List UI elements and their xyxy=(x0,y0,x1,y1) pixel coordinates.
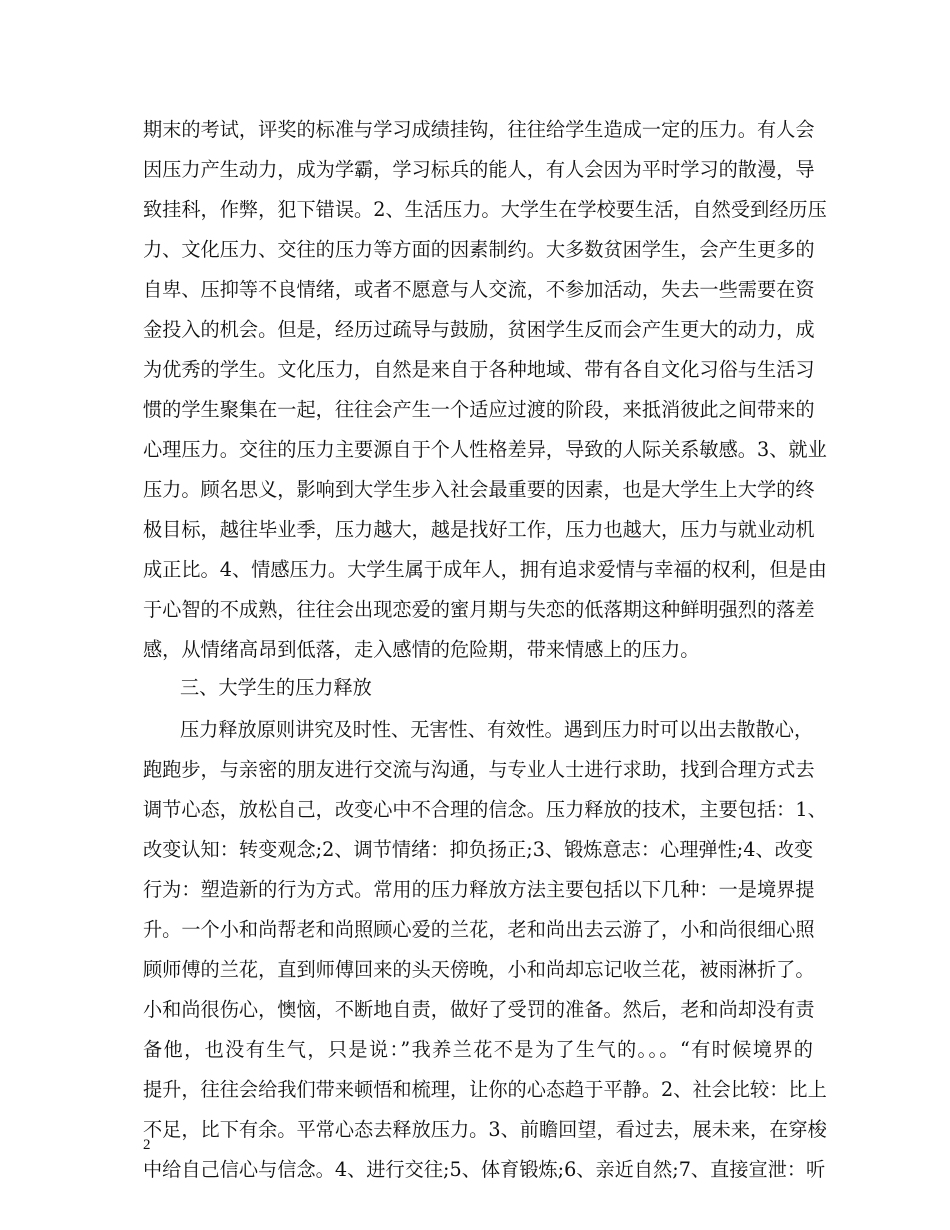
text-line: 极目标，越往毕业季，压力越大，越是找好工作，压力也越大，压力与就业动机 xyxy=(143,518,815,541)
section-heading: 三、大学生的压力释放 xyxy=(180,676,372,699)
text-line: 感，从情绪高昂到低落，走入感情的危险期，带来情感上的压力。 xyxy=(143,638,700,661)
text-line: 期末的考试，评奖的标准与学习成绩挂钩，往往给学生造成一定的压力。有人会 xyxy=(143,118,815,141)
text-line: 顾师傅的兰花，直到师傅回来的头天傍晚，小和尚却忘记收兰花，被雨淋折了。 xyxy=(143,958,815,981)
text-line: 自卑、压抑等不良情绪，或者不愿意与人交流，不参加活动，失去一些需要在资 xyxy=(143,278,815,301)
text-line: 提升，往往会给我们带来顿悟和梳理，让你的心态趋于平静。2、社会比较：比上 xyxy=(143,1078,827,1101)
text-line: 行为：塑造新的行为方式。常用的压力释放方法主要包括以下几种：一是境界提 xyxy=(143,878,815,901)
text-line: 于心智的不成熟，往往会出现恋爱的蜜月期与失恋的低落期这种鲜明强烈的落差 xyxy=(143,598,815,621)
text-line: 备他，也没有生气，只是说：”我养兰花不是为了生气的。。。“有时候境界的 xyxy=(143,1038,813,1061)
text-line: 不足，比下有余。平常心态去释放压力。3、前瞻回望，看过去，展未来，在穿梭 xyxy=(143,1118,827,1141)
text-line: 压力释放原则讲究及时性、无害性、有效性。遇到压力时可以出去散散心， xyxy=(180,718,814,741)
text-line: 小和尚很伤心，懊恼，不断地自责，做好了受罚的准备。然后，老和尚却没有责 xyxy=(143,998,815,1021)
text-line: 改变认知：转变观念;2、调节情绪：抑负扬正;3、锻炼意志：心理弹性;4、改变 xyxy=(143,838,814,861)
text-line: 成正比。4、情感压力。大学生属于成年人，拥有追求爱情与幸福的权利，但是由 xyxy=(143,558,827,581)
text-line: 金投入的机会。但是，经历过疏导与鼓励，贫困学生反而会产生更大的动力，成 xyxy=(143,318,815,341)
text-line: 为优秀的学生。文化压力，自然是来自于各种地域、带有各自文化习俗与生活习 xyxy=(143,358,815,381)
text-line: 跑跑步，与亲密的朋友进行交流与沟通，与专业人士进行求助，找到合理方式去 xyxy=(143,758,815,781)
text-line: 压力。顾名思义，影响到大学生步入社会最重要的因素，也是大学生上大学的终 xyxy=(143,478,815,501)
text-line: 心理压力。交往的压力主要源自于个人性格差异，导致的人际关系敏感。3、就业 xyxy=(143,438,827,461)
text-line: 升。一个小和尚帮老和尚照顾心爱的兰花，老和尚出去云游了，小和尚很细心照 xyxy=(143,918,815,941)
text-line: 调节心态，放松自己，改变心中不合理的信念。压力释放的技术，主要包括：1、 xyxy=(143,798,827,821)
text-line: 力、文化压力、交往的压力等方面的因素制约。大多数贫困学生，会产生更多的 xyxy=(143,238,815,261)
page-number: 2 xyxy=(143,1137,151,1153)
text-line: 致挂科，作弊，犯下错误。2、生活压力。大学生在学校要生活，自然受到经历压 xyxy=(143,198,827,221)
text-line: 中给自己信心与信念。4、进行交往;5、体育锻炼;6、亲近自然;7、直接宣泄：听 xyxy=(143,1158,826,1181)
text-line: 因压力产生动力，成为学霸，学习标兵的能人，有人会因为平时学习的散漫，导 xyxy=(143,158,815,181)
text-line: 惯的学生聚集在一起，往往会产生一个适应过渡的阶段，来抵消彼此之间带来的 xyxy=(143,398,815,421)
